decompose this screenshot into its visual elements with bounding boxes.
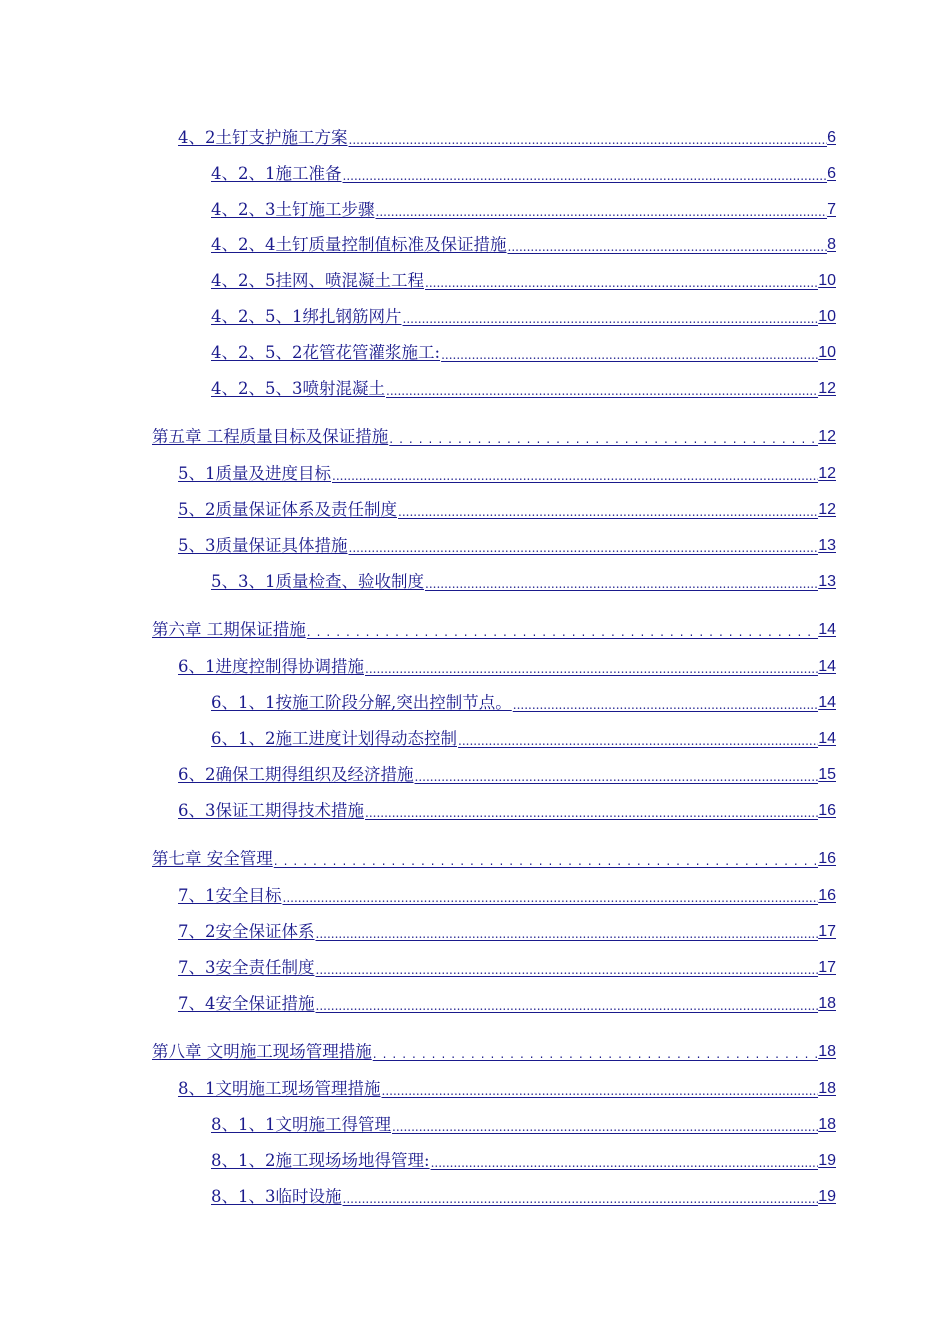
toc-entry-title: 7、2安全保证体系 <box>178 922 315 941</box>
toc-entry-page: 16 <box>818 850 836 867</box>
dot-leader <box>388 431 818 447</box>
toc-entry-page: 16 <box>818 802 836 819</box>
dot-leader <box>315 926 819 942</box>
toc-entry-page: 18 <box>818 1043 836 1060</box>
toc-entry-page: 6 <box>827 165 836 182</box>
dot-leader <box>342 1191 819 1207</box>
toc-entry-title: 8、1文明施工现场管理措施 <box>178 1079 381 1098</box>
toc-entry-page: 10 <box>818 308 836 325</box>
toc-entry-4-2-3[interactable] <box>211 196 836 220</box>
dot-leader <box>402 311 819 327</box>
toc-entry-5-3-1[interactable] <box>211 568 836 592</box>
toc-entry-page: 6 <box>827 129 836 146</box>
toc-entry-5-2[interactable] <box>178 496 836 520</box>
toc-entry-title: 4、2、1施工准备 <box>211 164 342 183</box>
toc-chapter-5[interactable] <box>152 423 836 447</box>
dot-leader <box>315 962 819 978</box>
toc-entry-6-1[interactable] <box>178 653 836 677</box>
toc-entry-7-3[interactable] <box>178 954 836 978</box>
toc-entry-8-1-1[interactable] <box>211 1111 836 1135</box>
toc-entry-4-2-1[interactable] <box>211 160 836 184</box>
toc-entry-page: 19 <box>818 1152 836 1169</box>
dot-leader <box>397 504 818 520</box>
toc-entry-7-1[interactable] <box>178 882 836 906</box>
toc-entry-page: 17 <box>818 959 836 976</box>
dot-leader <box>348 540 819 556</box>
toc-entry-page: 18 <box>818 1080 836 1097</box>
toc-entry-title: 7、3安全责任制度 <box>178 958 315 977</box>
toc-entry-title: 5、1质量及进度目标 <box>178 464 331 483</box>
toc-entry-page: 14 <box>818 694 836 711</box>
toc-entry-page: 10 <box>818 344 836 361</box>
toc-entry-page: 12 <box>818 465 836 482</box>
toc-entry-8-1-3[interactable] <box>211 1183 836 1207</box>
toc-entry-title: 5、2质量保证体系及责任制度 <box>178 500 397 519</box>
dot-leader <box>364 661 818 677</box>
dot-leader <box>348 132 828 148</box>
toc-entry-page: 7 <box>827 201 836 218</box>
toc-entry-title: 第五章 工程质量目标及保证措施 <box>152 427 389 446</box>
toc-entry-6-1-1[interactable] <box>211 689 836 713</box>
toc-entry-title: 6、2确保工期得组织及经济措施 <box>178 765 414 784</box>
dot-leader <box>331 468 818 484</box>
toc-entry-5-3[interactable] <box>178 532 836 556</box>
toc-chapter-8[interactable] <box>152 1038 836 1062</box>
toc-entry-7-4[interactable] <box>178 990 836 1014</box>
toc-entry-page: 13 <box>818 573 836 590</box>
toc-entry-title: 4、2、5挂网、喷混凝土工程 <box>211 271 424 290</box>
toc-entry-title: 4、2、5、3喷射混凝土 <box>211 379 385 398</box>
toc-entry-title: 4、2土钉支护施工方案 <box>178 128 348 147</box>
toc-entry-5-1[interactable] <box>178 460 836 484</box>
dot-leader <box>414 769 819 785</box>
dot-leader <box>381 1083 819 1099</box>
toc-entry-4-2-4[interactable] <box>211 231 836 255</box>
dot-leader <box>372 1046 818 1062</box>
dot-leader <box>364 805 818 821</box>
toc-entry-title: 第六章 工期保证措施 <box>152 620 306 639</box>
toc-entry-4-2-5-3[interactable] <box>211 375 836 399</box>
dot-leader <box>385 383 818 399</box>
toc-entry-page: 12 <box>818 428 836 445</box>
toc-entry-page: 13 <box>818 537 836 554</box>
dot-leader <box>391 1119 818 1135</box>
toc-entry-title: 6、3保证工期得技术措施 <box>178 801 364 820</box>
dot-leader <box>342 168 828 184</box>
dot-leader <box>375 204 828 220</box>
toc-entry-page: 14 <box>818 730 836 747</box>
dot-leader <box>424 275 818 291</box>
toc-entry-title: 5、3质量保证具体措施 <box>178 536 348 555</box>
dot-leader <box>457 733 818 749</box>
toc-entry-6-2[interactable] <box>178 761 836 785</box>
toc-entry-page: 18 <box>818 995 836 1012</box>
toc-entry-page: 16 <box>818 887 836 904</box>
toc-entry-6-3[interactable] <box>178 797 836 821</box>
toc-entry-title: 6、1、1按施工阶段分解,突出控制节点。 <box>211 693 512 712</box>
toc-entry-4-2-5-1[interactable] <box>211 303 836 327</box>
toc-entry-title: 6、1进度控制得协调措施 <box>178 657 364 676</box>
toc-entry-8-1[interactable] <box>178 1075 836 1099</box>
toc-entry-title: 4、2、5、1绑扎钢筋网片 <box>211 307 402 326</box>
toc-entry-8-1-2[interactable] <box>211 1147 836 1171</box>
toc-entry-page: 14 <box>818 621 836 638</box>
dot-leader <box>282 890 819 906</box>
toc-entry-page: 12 <box>818 501 836 518</box>
toc-entry-page: 19 <box>818 1188 836 1205</box>
dot-leader <box>306 624 818 640</box>
toc-entry-page: 15 <box>818 766 836 783</box>
toc-entry-page: 14 <box>818 658 836 675</box>
toc-entry-4-2[interactable] <box>178 124 836 148</box>
toc-entry-title: 8、1、1文明施工得管理 <box>211 1115 391 1134</box>
toc-entry-title: 8、1、2施工现场场地得管理: <box>211 1151 430 1170</box>
toc-entry-page: 12 <box>818 380 836 397</box>
toc-entry-title: 6、1、2施工进度计划得动态控制 <box>211 729 457 748</box>
toc-entry-page: 17 <box>818 923 836 940</box>
toc-entry-title: 7、1安全目标 <box>178 886 282 905</box>
toc-entry-title: 第七章 安全管理 <box>152 849 273 868</box>
toc-chapter-6[interactable] <box>152 616 836 640</box>
dot-leader <box>512 697 818 713</box>
toc-entry-4-2-5-2[interactable] <box>211 339 836 363</box>
toc-entry-title: 8、1、3临时设施 <box>211 1187 342 1206</box>
toc-entry-title: 第八章 文明施工现场管理措施 <box>152 1042 372 1061</box>
toc-entry-title: 7、4安全保证措施 <box>178 994 315 1013</box>
toc-entry-7-2[interactable] <box>178 918 836 942</box>
toc-chapter-7[interactable] <box>152 845 836 869</box>
toc-entry-page: 18 <box>818 1116 836 1133</box>
toc-entry-6-1-2[interactable] <box>211 725 836 749</box>
toc-entry-page: 10 <box>818 272 836 289</box>
dot-leader <box>424 576 818 592</box>
toc-entry-title: 4、2、4土钉质量控制值标准及保证措施 <box>211 235 507 254</box>
dot-leader <box>273 853 818 869</box>
toc-entry-title: 4、2、5、2花管花管灌浆施工: <box>211 343 441 362</box>
dot-leader <box>440 347 818 363</box>
toc-entry-title: 5、3、1质量检查、验收制度 <box>211 572 424 591</box>
toc-entry-page: 8 <box>827 236 836 253</box>
dot-leader <box>315 998 819 1014</box>
dot-leader <box>430 1155 819 1171</box>
toc-entry-title: 4、2、3土钉施工步骤 <box>211 200 375 219</box>
toc-entry-4-2-5[interactable] <box>211 267 836 291</box>
dot-leader <box>507 239 828 255</box>
